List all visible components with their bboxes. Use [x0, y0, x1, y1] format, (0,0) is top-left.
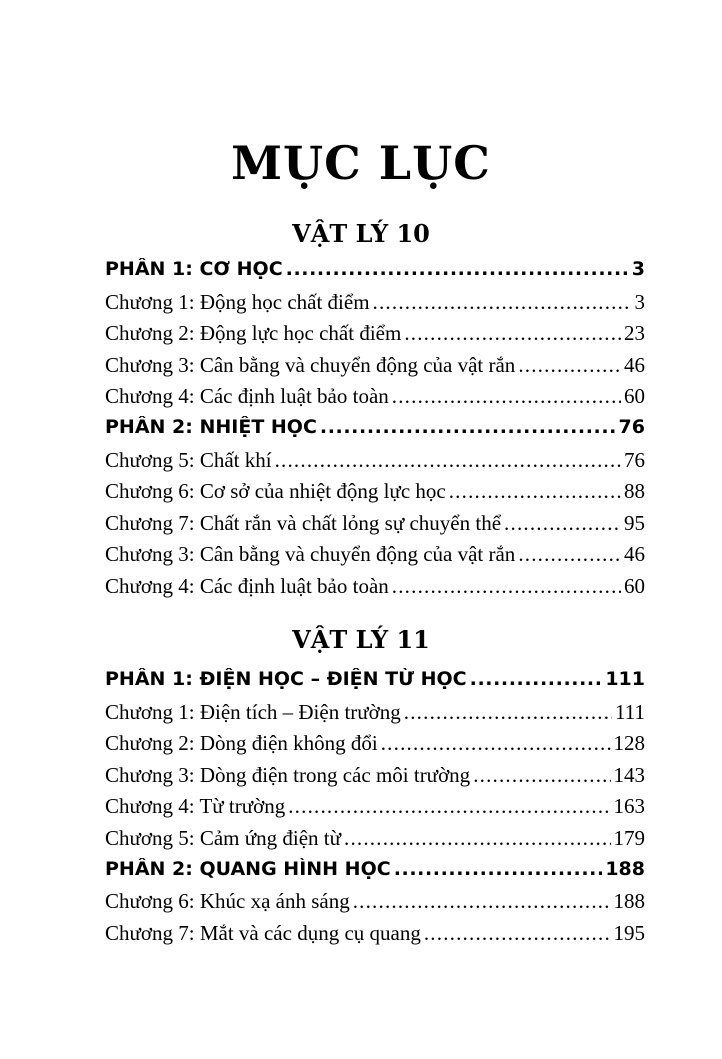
toc-entry-part[interactable]: [105, 416, 645, 448]
toc-entry-chapter[interactable]: [105, 542, 645, 574]
toc-list-vat-ly-11: [105, 668, 645, 952]
dot-leader: [404, 321, 621, 346]
dot-leader: [518, 353, 621, 378]
toc-entry-label: Chương 3: Cân bằng và chuyển động của vật rắn: [105, 542, 516, 567]
toc-entry-label: PHẦN 1: ĐIỆN HỌC – ĐIỆN TỪ HỌC: [105, 668, 467, 690]
dot-leader: [288, 794, 610, 819]
dot-leader: [381, 731, 611, 756]
dot-leader: [286, 258, 629, 280]
dot-leader: [449, 479, 621, 504]
toc-entry-page: 188: [605, 857, 645, 880]
toc-entry-chapter[interactable]: [105, 731, 645, 763]
toc-entry-page: 143: [613, 762, 645, 787]
toc-entry-page: 60: [624, 573, 645, 598]
toc-entry-label: Chương 7: Chất rắn và chất lỏng sự chuyển thể: [105, 510, 502, 535]
toc-entry-part[interactable]: [105, 858, 645, 890]
toc-entry-chapter[interactable]: [105, 511, 645, 543]
toc-entry-label: Chương 1: Động học chất điểm: [105, 289, 370, 314]
toc-entry-chapter[interactable]: [105, 889, 645, 921]
dot-leader: [504, 511, 621, 536]
toc-entry-page: 95: [624, 510, 645, 535]
dot-leader: [275, 448, 621, 473]
toc-entry-chapter[interactable]: [105, 826, 645, 858]
toc-list-vat-ly-10: [105, 258, 645, 606]
dot-leader: [518, 542, 621, 567]
toc-entry-page: 46: [624, 352, 645, 377]
toc-entry-label: PHẦN 2: QUANG HÌNH HỌC: [105, 857, 391, 880]
toc-entry-page: 3: [631, 258, 645, 280]
toc-entry-label: Chương 4: Từ trường: [105, 794, 286, 819]
toc-entry-page: 3: [634, 289, 645, 314]
toc-entry-label: Chương 3: Cân bằng và chuyển động của vật rắn: [105, 352, 516, 377]
toc-entry-page: 88: [624, 479, 645, 504]
dot-leader: [424, 921, 611, 946]
toc-entry-chapter[interactable]: [105, 574, 645, 606]
toc-entry-chapter[interactable]: [105, 794, 645, 826]
toc-entry-page: 46: [624, 542, 645, 567]
toc-entry-page: 111: [605, 668, 645, 690]
section-heading-vat-ly-10: VẬT LÝ 10: [292, 219, 430, 248]
toc-entry-label: Chương 6: Khúc xạ ánh sáng: [105, 889, 350, 914]
dot-leader: [473, 763, 610, 788]
toc-entry-part[interactable]: [105, 258, 645, 290]
toc-entry-label: Chương 1: Điện tích – Điện trường: [105, 699, 401, 724]
toc-entry-page: 179: [613, 825, 645, 850]
toc-entry-chapter[interactable]: [105, 700, 645, 732]
dot-leader: [404, 700, 612, 725]
toc-entry-label: Chương 6: Cơ sở của nhiệt động lực học: [105, 479, 446, 504]
toc-entry-chapter[interactable]: [105, 763, 645, 795]
toc-entry-page: 163: [613, 794, 645, 819]
toc-entry-label: Chương 2: Dòng điện không đổi: [105, 731, 378, 756]
toc-entry-page: 195: [613, 920, 645, 945]
toc-entry-label: Chương 5: Cảm ứng điện từ: [105, 825, 341, 850]
toc-entry-label: Chương 7: Mắt và các dụng cụ quang: [105, 920, 421, 945]
toc-entry-label: PHẦN 1: CƠ HỌC: [105, 258, 283, 280]
toc-entry-label: PHẦN 2: NHIỆT HỌC: [105, 415, 317, 438]
toc-entry-label: Chương 3: Dòng điện trong các môi trường: [105, 762, 471, 787]
toc-entry-label: Chương 4: Các định luật bảo toàn: [105, 384, 389, 409]
toc-entry-page: 76: [618, 415, 645, 438]
toc-entry-chapter[interactable]: [105, 321, 645, 353]
page-title: MỤC LỤC: [231, 135, 491, 190]
toc-entry-page: 188: [613, 889, 645, 914]
toc-entry-chapter[interactable]: [105, 290, 645, 322]
toc-entry-chapter[interactable]: [105, 921, 645, 953]
toc-entry-chapter[interactable]: [105, 479, 645, 511]
toc-entry-label: Chương 5: Chất khí: [105, 447, 272, 472]
dot-leader: [470, 668, 603, 690]
toc-entry-page: 23: [624, 321, 645, 346]
toc-entry-chapter[interactable]: [105, 384, 645, 416]
dot-leader: [373, 290, 632, 315]
dot-leader: [392, 574, 621, 599]
toc-entry-label: Chương 2: Động lực học chất điểm: [105, 321, 402, 346]
toc-entry-page: 128: [613, 731, 645, 756]
toc-entry-page: 76: [624, 447, 645, 472]
section-heading-vat-ly-11: VẬT LÝ 11: [292, 625, 430, 654]
dot-leader: [320, 416, 616, 438]
toc-entry-chapter[interactable]: [105, 353, 645, 385]
toc-entry-page: 60: [624, 384, 645, 409]
dot-leader: [392, 384, 621, 409]
toc-entry-part[interactable]: [105, 668, 645, 700]
toc-entry-page: 111: [615, 699, 645, 724]
toc-entry-label: Chương 4: Các định luật bảo toàn: [105, 573, 389, 598]
dot-leader: [394, 858, 603, 880]
toc-entry-chapter[interactable]: [105, 448, 645, 480]
dot-leader: [353, 889, 611, 914]
dot-leader: [344, 826, 611, 851]
